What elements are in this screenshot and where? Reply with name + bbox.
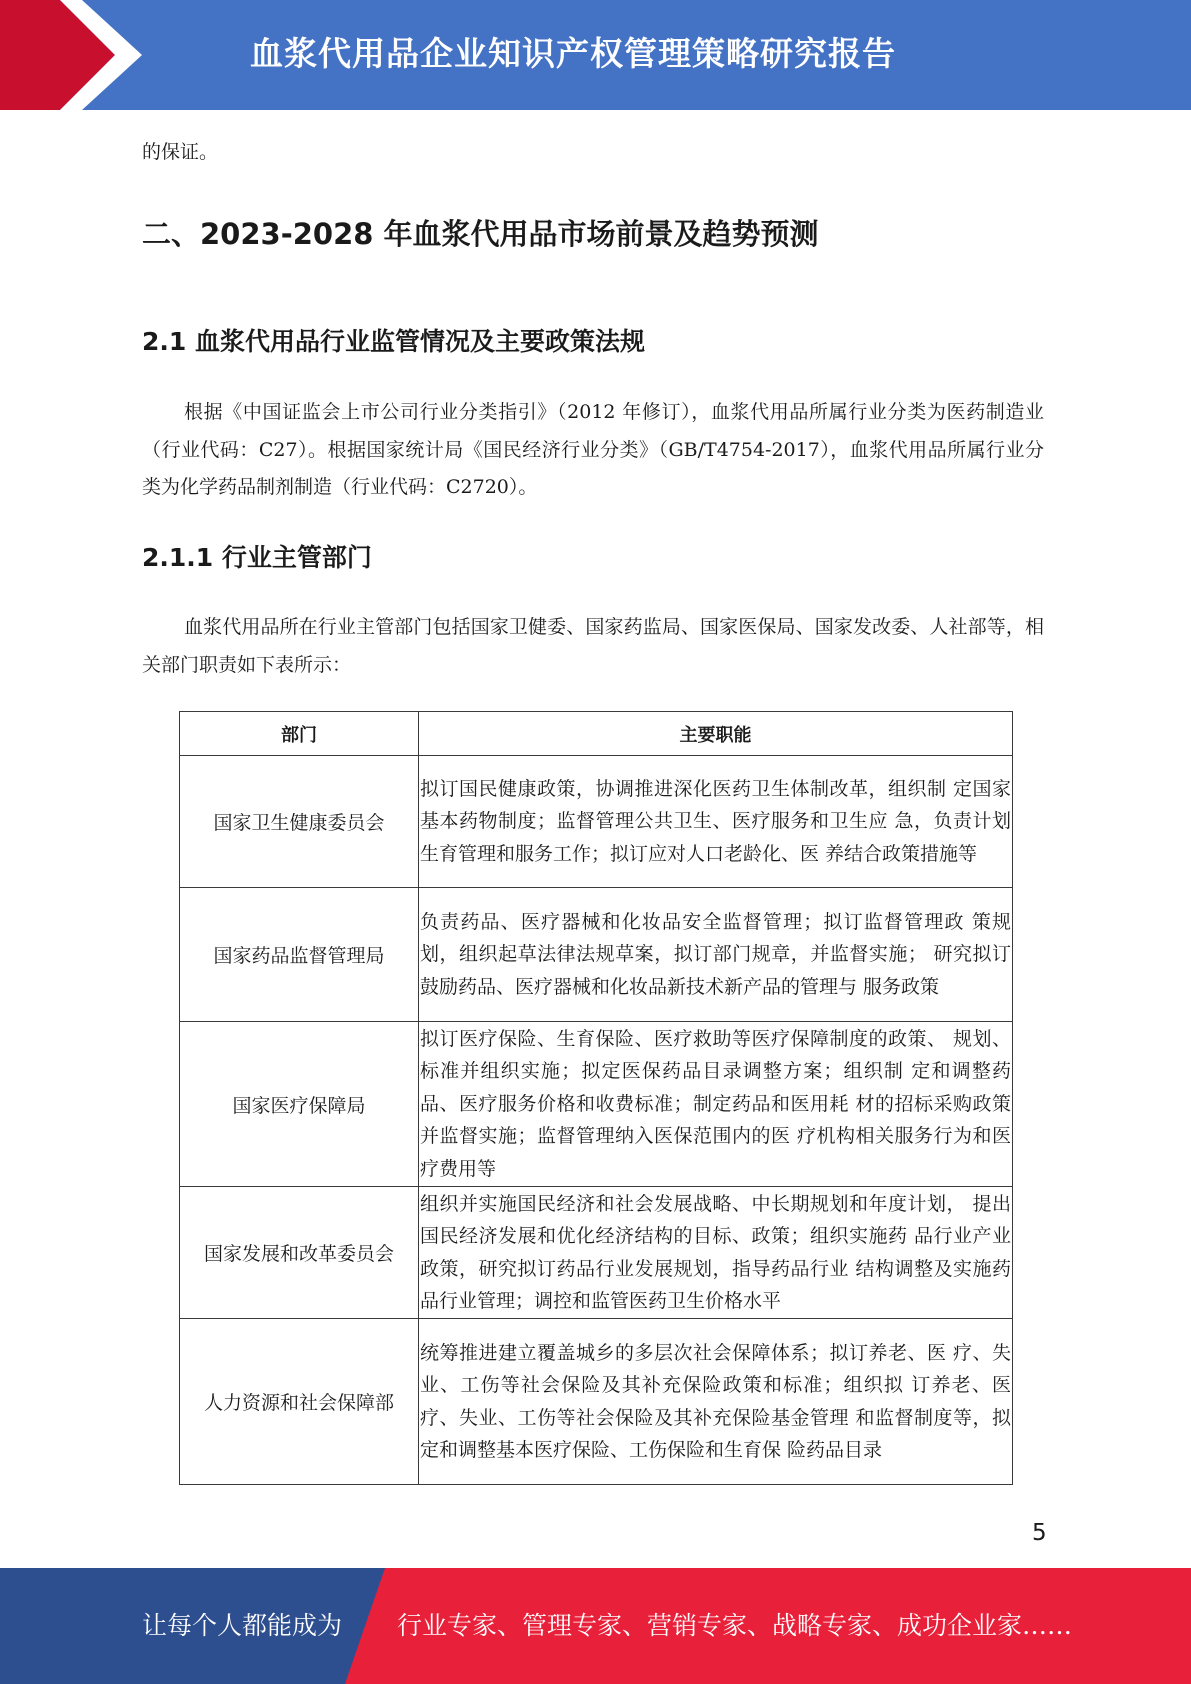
footer-slogan-left: 让每个人都能成为 xyxy=(142,1611,343,1640)
continuation-text: 的保证。 xyxy=(142,141,219,163)
department-function: 负责药品、医疗器械和化妆品安全监督管理；拟订监督管理政 策规划，组织起草法律法规草案，拟订部门规章，并监督实施； 研究拟订鼓励药品、医疗器械和化妆品新技术新产品的管理与 服务政策 xyxy=(419,888,1013,1022)
department-name: 人力资源和社会保障部 xyxy=(180,1319,419,1485)
paragraph-departments-intro: 血浆代用品所在行业主管部门包括国家卫健委、国家药监局、国家医保局、国家发改委、人社部等，相关部门职责如下表所示： xyxy=(142,616,1044,676)
table-row xyxy=(180,1187,1013,1319)
department-function: 组织并实施国民经济和社会发展战略、中长期规划和年度计划， 提出国民经济发展和优化经济结构的目标、政策；组织实施药 品行业产业政策，研究拟订药品行业发展规划，指导药品行业 结构调整及实施药品行业管理；调控和监管医药卫生价格水平 xyxy=(419,1187,1013,1319)
page-number: 5 xyxy=(1032,1520,1047,1546)
section-title: 二、2023-2028 年血浆代用品市场前景及趋势预测 xyxy=(142,217,819,251)
department-function: 拟订医疗保险、生育保险、医疗救助等医疗保障制度的政策、 规划、标准并组织实施；拟定医保药品目录调整方案；组织制 定和调整药品、医疗服务价格和收费标准；制定药品和医用耗 材的招标采购政策并监督实施；监督管理纳入医保范围内的医 疗机构相关服务行为和医疗费用等 xyxy=(419,1022,1013,1187)
table-row xyxy=(180,888,1013,1022)
subsection-title: 2.1 血浆代用品行业监管情况及主要政策法规 xyxy=(142,327,645,356)
paragraph-industry-classification: 根据《中国证监会上市公司行业分类指引》（2012 年修订），血浆代用品所属行业分类为医药制造业（行业代码：C27）。根据国家统计局《国民经济行业分类》（GB/T4754-2017），血浆代用品所属行业分类为化学药品制剂制造（行业代码：C2720）。 xyxy=(142,401,1044,498)
table-header-function: 主要职能 xyxy=(419,712,1013,756)
table-row xyxy=(180,1319,1013,1485)
footer-slogan-right: 行业专家、管理专家、营销专家、战略专家、成功企业家…… xyxy=(397,1611,1073,1640)
departments-table xyxy=(179,711,1013,1485)
table-header-department: 部门 xyxy=(180,712,419,756)
page-header xyxy=(0,0,1191,110)
table-row xyxy=(180,756,1013,888)
page-footer xyxy=(0,1568,1191,1684)
table-row xyxy=(180,1022,1013,1187)
department-function: 统筹推进建立覆盖城乡的多层次社会保障体系；拟订养老、医 疗、失业、工伤等社会保险及其补充保险政策和标准；组织拟 订养老、医疗、失业、工伤等社会保险及其补充保险基金管理 和监督制度等，拟定和调整基本医疗保险、工伤保险和生育保 险药品目录 xyxy=(419,1319,1013,1485)
table-header-row xyxy=(180,712,1013,756)
subsubsection-title: 2.1.1 行业主管部门 xyxy=(142,543,372,572)
department-function: 拟订国民健康政策，协调推进深化医药卫生体制改革，组织制 定国家基本药物制度；监督管理公共卫生、医疗服务和卫生应 急，负责计划生育管理和服务工作；拟订应对人口老龄化、医 养结合政策措施等 xyxy=(419,756,1013,888)
header-title: 血浆代用品企业知识产权管理策略研究报告 xyxy=(250,34,896,73)
department-name: 国家发展和改革委员会 xyxy=(180,1187,419,1319)
department-name: 国家医疗保障局 xyxy=(180,1022,419,1187)
department-name: 国家卫生健康委员会 xyxy=(180,756,419,888)
department-name: 国家药品监督管理局 xyxy=(180,888,419,1022)
header-chevron-shape xyxy=(0,0,160,110)
